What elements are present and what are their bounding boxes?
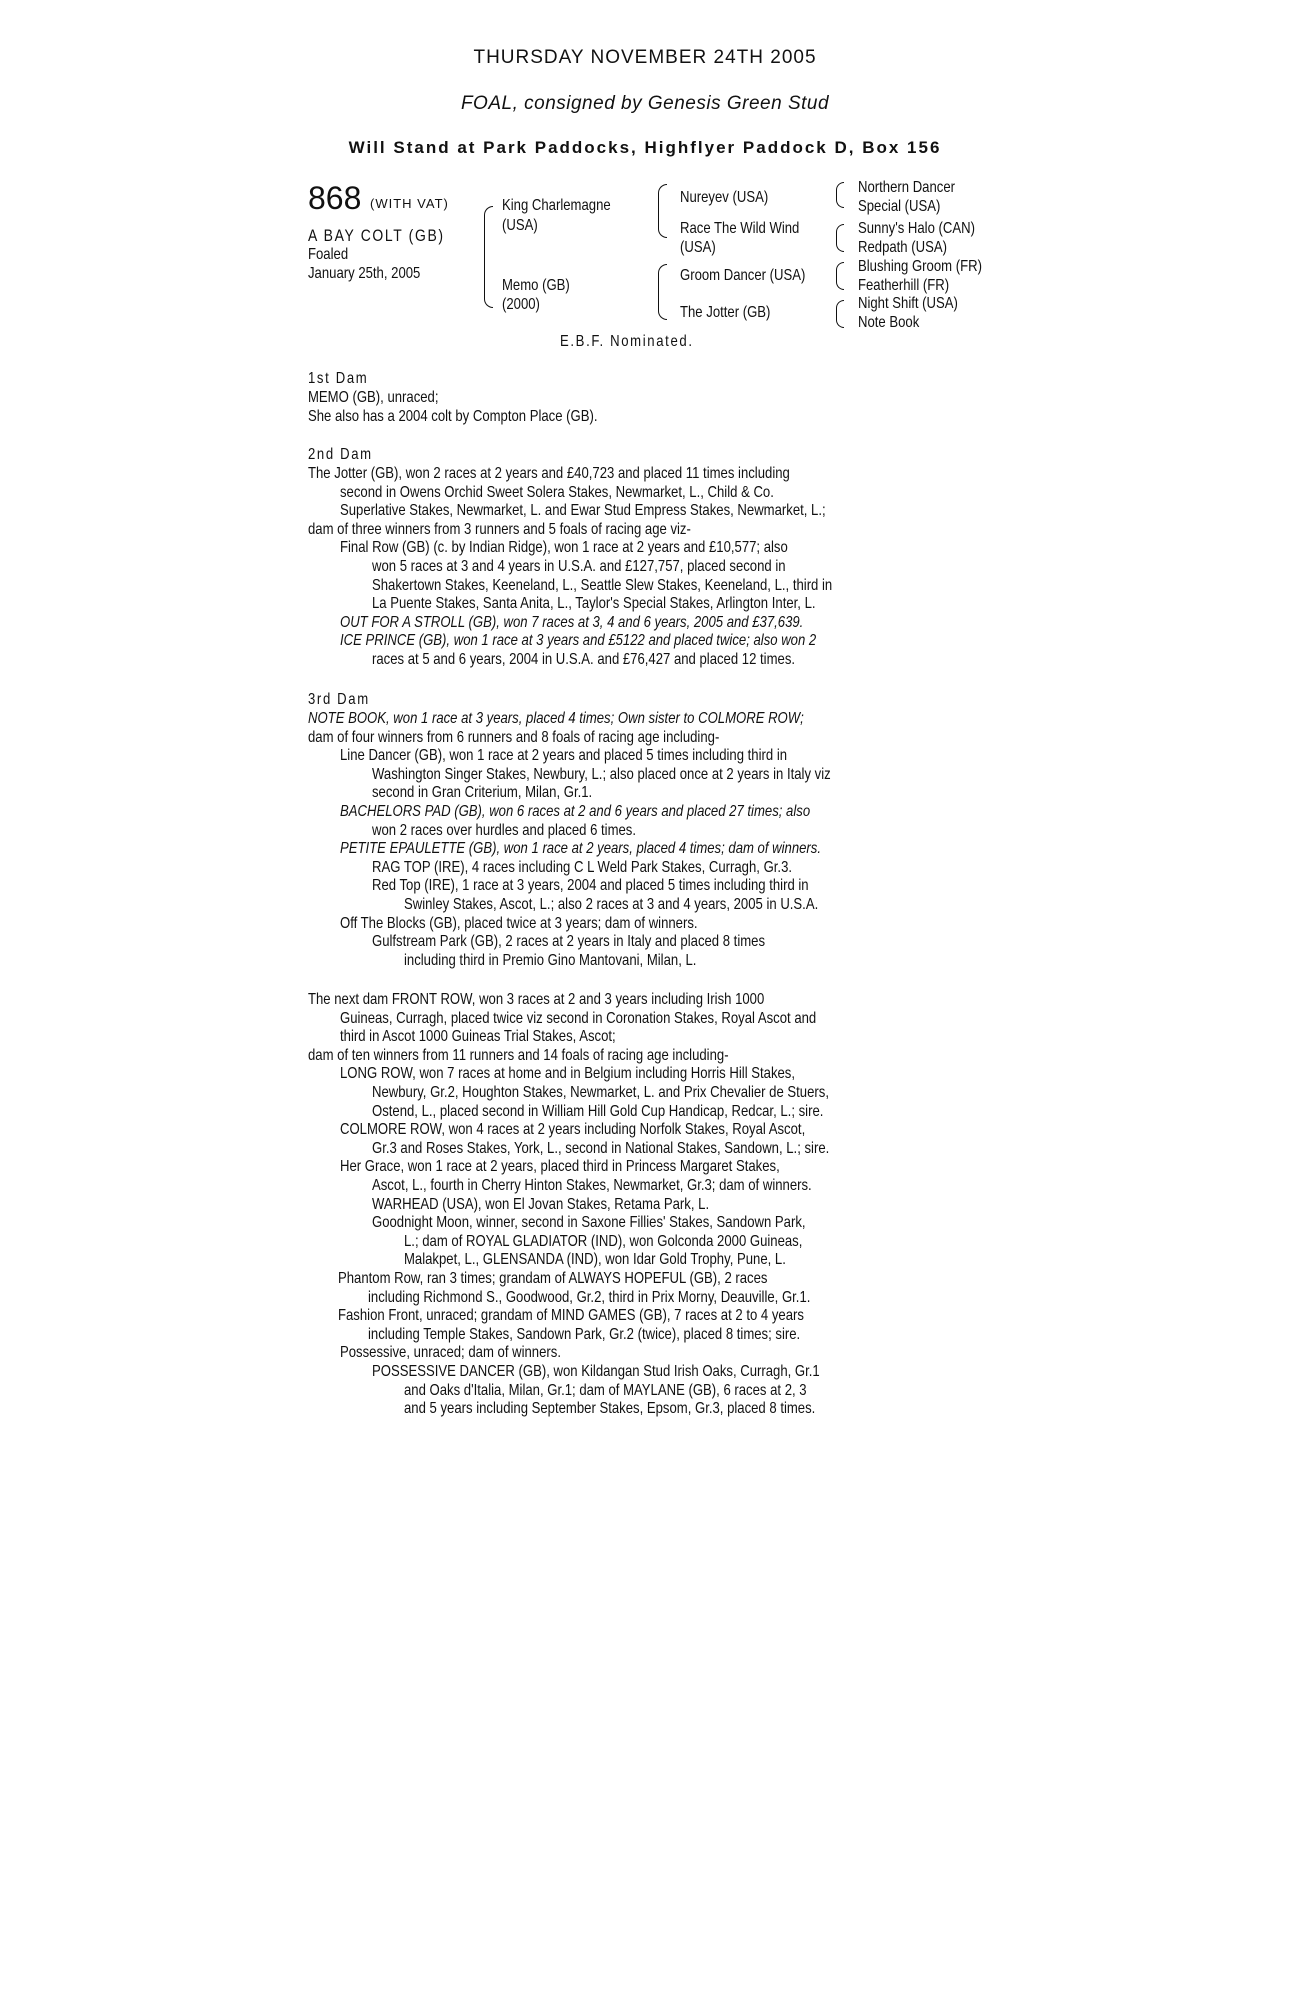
- next-dam-line: Phantom Row, ran 3 times; grandam of ALWAYS HOPEFUL (GB), 2 races: [338, 1270, 768, 1287]
- foaled-date: January 25th, 2005: [308, 265, 421, 282]
- next-dam-line: Guineas, Curragh, placed twice viz second in Coronation Stakes, Royal Ascot and: [340, 1009, 817, 1027]
- stand-location: Will Stand at Park Paddocks, Highflyer Paddock D, Box 156: [348, 138, 942, 157]
- pedigree-brace-sire: [658, 184, 667, 238]
- next-dam-line: L.; dam of ROYAL GLADIATOR (IND), won Golconda 2000 Guineas,: [404, 1232, 803, 1250]
- next-dam-line: Possessive, unraced; dam of winners.: [340, 1344, 561, 1362]
- next-dam-line: Her Grace, won 1 race at 2 years, placed third in Princess Margaret Stakes,: [340, 1158, 780, 1176]
- next-dam-line: Fashion Front, unraced; grandam of MIND GAMES (GB), 7 races at 2 to 4 years: [338, 1307, 804, 1325]
- next-dam-line: and 5 years including September Stakes, Epsom, Gr.3, placed 8 times.: [404, 1400, 816, 1418]
- sire-name: King Charlemagne: [502, 197, 611, 214]
- second-dam-line: La Puente Stakes, Santa Anita, L., Taylor's Special Stakes, Arlington Inter, L.: [372, 595, 816, 613]
- lot-number: 868: [308, 180, 362, 216]
- pedigree-brace-g2: [836, 224, 844, 252]
- g2-sire: Sunny's Halo (CAN): [858, 220, 975, 237]
- next-dam-line: and Oaks d'Italia, Milan, Gr.1; dam of MAYLANE (GB), 6 races at 2, 3: [404, 1381, 807, 1399]
- sire-dam-name: Race The Wild Wind: [680, 220, 800, 237]
- g3-dam: Featherhill (FR): [858, 277, 950, 294]
- third-dam-line: dam of four winners from 6 runners and 8 foals of racing age including-: [308, 728, 720, 746]
- next-dam-line: Ostend, L., placed second in William Hill Gold Cup Handicap, Redcar, L.; sire.: [372, 1102, 824, 1120]
- pedigree-brace-g3: [836, 262, 844, 290]
- next-dam-line: Goodnight Moon, winner, second in Saxone Fillies' Stakes, Sandown Park,: [372, 1214, 806, 1232]
- next-dam-line: POSSESSIVE DANCER (GB), won Kildangan Stud Irish Oaks, Curragh, Gr.1: [372, 1363, 820, 1380]
- ebf-nominated: E.B.F. Nominated.: [560, 333, 694, 350]
- next-dam-line: Ascot, L., fourth in Cherry Hinton Stakes, Newmarket, Gr.3; dam of winners.: [372, 1177, 812, 1194]
- lot-description: A BAY COLT (GB): [308, 226, 445, 245]
- foaled-label: Foaled: [308, 246, 349, 263]
- third-dam-line: Off The Blocks (GB), placed twice at 3 years; dam of winners.: [340, 914, 698, 932]
- second-dam-heading: 2nd Dam: [308, 446, 373, 463]
- g3-sire: Blushing Groom (FR): [858, 258, 982, 275]
- third-dam-line: RAG TOP (IRE), 4 races including C L Weld Park Stakes, Curragh, Gr.3.: [372, 858, 793, 876]
- second-dam-line: OUT FOR A STROLL (GB), won 7 races at 3, 4 and 6 years, 2005 and £37,639.: [340, 613, 804, 631]
- dam-name: Memo (GB): [502, 277, 570, 294]
- next-dam-line: Newbury, Gr.2, Houghton Stakes, Newmarket, L. and Prix Chevalier de Stuers,: [372, 1084, 829, 1101]
- pedigree-brace-g4: [836, 300, 844, 328]
- third-dam-line: NOTE BOOK, won 1 race at 3 years, placed 4 times; Own sister to COLMORE ROW;: [308, 710, 804, 727]
- sire-country: (USA): [502, 217, 538, 234]
- third-dam-line: Swinley Stakes, Ascot, L.; also 2 races at 3 and 4 years, 2005 in U.S.A.: [404, 896, 819, 913]
- vat-note: (WITH VAT): [370, 196, 449, 211]
- third-dam-line: BACHELORS PAD (GB), won 6 races at 2 and 6 years and placed 27 times; also: [340, 803, 811, 820]
- third-dam-line: including third in Premio Gino Mantovani, Milan, L.: [404, 951, 697, 969]
- next-dam-line: Gr.3 and Roses Stakes, York, L., second in National Stakes, Sandown, L.; sire.: [372, 1139, 830, 1157]
- next-dam-line: third in Ascot 1000 Guineas Trial Stakes, Ascot;: [340, 1028, 616, 1046]
- first-dam-heading: 1st Dam: [308, 370, 369, 387]
- g1-dam: Special (USA): [858, 198, 941, 215]
- next-dam-line: The next dam FRONT ROW, won 3 races at 2 and 3 years including Irish 1000: [308, 991, 765, 1008]
- sale-date: THURSDAY NOVEMBER 24TH 2005: [473, 47, 817, 68]
- g4-dam: Note Book: [858, 314, 920, 331]
- second-dam-line: dam of three winners from 3 runners and 5 foals of racing age viz-: [308, 520, 691, 538]
- dam-sire: Groom Dancer (USA): [680, 267, 806, 284]
- third-dam-line: Line Dancer (GB), won 1 race at 2 years and placed 5 times including third in: [340, 747, 788, 765]
- second-dam-line: second in Owens Orchid Sweet Solera Stakes, Newmarket, L., Child & Co.: [340, 483, 774, 501]
- third-dam-line: Gulfstream Park (GB), 2 races at 2 years in Italy and placed 8 times: [372, 933, 766, 951]
- second-dam-line: won 5 races at 3 and 4 years in U.S.A. and £127,757, placed second in: [372, 558, 786, 575]
- first-dam-line: She also has a 2004 colt by Compton Place (GB).: [308, 408, 598, 425]
- g4-sire: Night Shift (USA): [858, 295, 958, 312]
- pedigree-brace-1: [484, 206, 493, 308]
- third-dam-line: Red Top (IRE), 1 race at 3 years, 2004 and placed 5 times including third in: [372, 877, 809, 895]
- pedigree-brace-dam: [658, 264, 667, 320]
- first-dam-line: MEMO (GB), unraced;: [308, 389, 439, 406]
- next-dam-line: WARHEAD (USA), won El Jovan Stakes, Retama Park, L.: [372, 1195, 710, 1213]
- next-dam-line: Malakpet, L., GLENSANDA (IND), won Idar Gold Trophy, Pune, L.: [404, 1251, 786, 1269]
- second-dam-line: The Jotter (GB), won 2 races at 2 years and £40,723 and placed 11 times including: [308, 465, 790, 482]
- next-dam-line: dam of ten winners from 11 runners and 14 foals of racing age including-: [308, 1046, 729, 1064]
- third-dam-heading: 3rd Dam: [308, 691, 370, 708]
- g2-dam: Redpath (USA): [858, 239, 947, 256]
- next-dam-line: including Richmond S., Goodwood, Gr.2, third in Prix Morny, Deauville, Gr.1.: [368, 1288, 811, 1306]
- second-dam-line: Final Row (GB) (c. by Indian Ridge), won 1 race at 2 years and £10,577; also: [340, 539, 788, 557]
- dam-year: (2000): [502, 296, 540, 313]
- third-dam-line: won 2 races over hurdles and placed 6 times.: [372, 821, 637, 839]
- third-dam-line: Washington Singer Stakes, Newbury, L.; also placed once at 2 years in Italy viz: [372, 765, 831, 783]
- next-dam-line: LONG ROW, won 7 races at home and in Belgium including Horris Hill Stakes,: [340, 1065, 796, 1083]
- dam-dam: The Jotter (GB): [680, 304, 771, 321]
- next-dam-line: COLMORE ROW, won 4 races at 2 years including Norfolk Stakes, Royal Ascot,: [340, 1121, 806, 1139]
- second-dam-line: ICE PRINCE (GB), won 1 race at 3 years and £5122 and placed twice; also won 2: [340, 632, 817, 650]
- next-dam-line: including Temple Stakes, Sandown Park, Gr.2 (twice), placed 8 times; sire.: [368, 1325, 801, 1343]
- second-dam-line: Shakertown Stakes, Keeneland, L., Seattle Slew Stakes, Keeneland, L., third in: [372, 576, 833, 594]
- sire-sire: Nureyev (USA): [680, 189, 769, 206]
- second-dam-line: races at 5 and 6 years, 2004 in U.S.A. and £76,427 and placed 12 times.: [372, 651, 796, 668]
- sire-dam-country: (USA): [680, 239, 716, 256]
- third-dam-line: second in Gran Criterium, Milan, Gr.1.: [372, 784, 593, 802]
- pedigree-brace-g1: [836, 182, 844, 208]
- second-dam-line: Superlative Stakes, Newmarket, L. and Ewar Stud Empress Stakes, Newmarket, L.;: [340, 502, 826, 520]
- g1-sire: Northern Dancer: [858, 179, 955, 196]
- consignor-line: FOAL, consigned by Genesis Green Stud: [460, 93, 830, 114]
- third-dam-line: PETITE EPAULETTE (GB), won 1 race at 2 years, placed 4 times; dam of winners.: [340, 840, 822, 858]
